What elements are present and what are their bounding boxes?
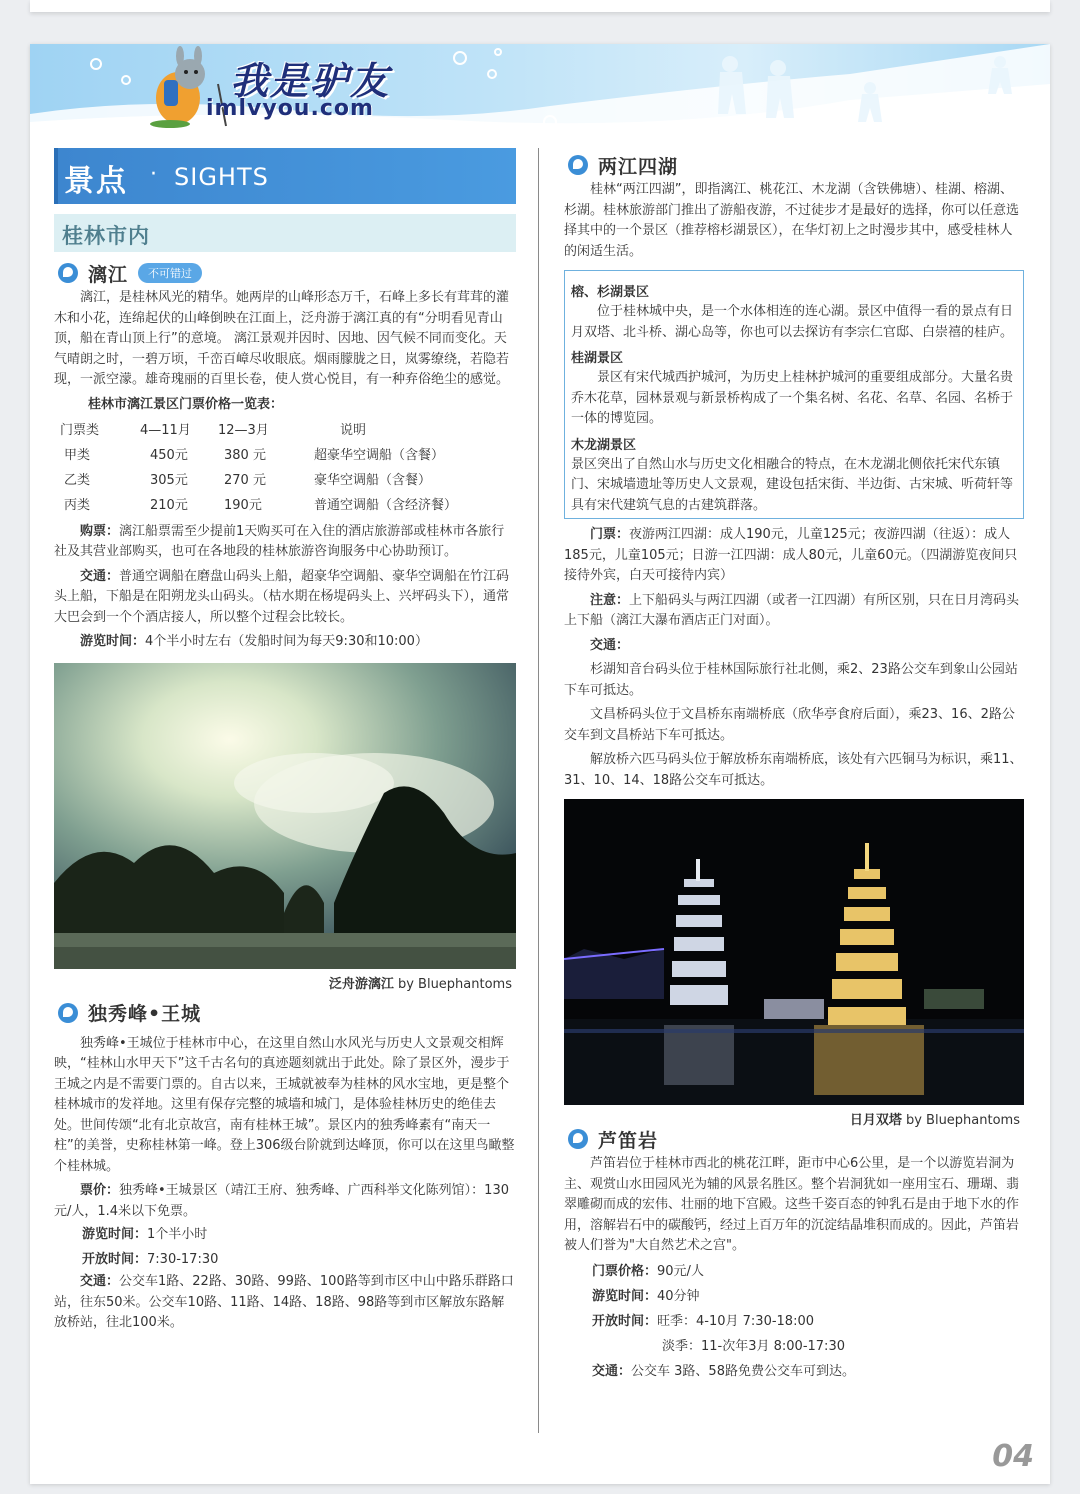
- lianghu-scenic-areas-box: [564, 270, 1024, 519]
- table-cell: 乙类: [64, 472, 91, 488]
- lianghu-traffic-2: 文昌桥码头位于文昌桥东南端桥底（欣华亭食府后面），乘23、16、2路公交车到文昌桥站下车可抵达。: [564, 707, 1015, 743]
- lianghu-traffic-3: 解放桥六匹马码头位于解放桥东南端桥底，该处有六匹铜马为标识，乘11、31、10、14、18路公交车可抵达。: [564, 752, 1023, 788]
- location-pin-icon: [58, 263, 78, 283]
- label: 票价：: [80, 1183, 120, 1198]
- must-see-badge: 不可错过: [138, 263, 202, 283]
- table-cell: 305元: [150, 472, 188, 488]
- area-title: 木龙湖景区: [571, 437, 637, 453]
- table-header-row: [60, 416, 457, 441]
- banner-decoration: [30, 44, 1050, 132]
- label: 游览时间：: [82, 1227, 148, 1242]
- label: 交通：: [590, 637, 630, 653]
- sights-header: [54, 148, 516, 204]
- ticket-price-table: [60, 416, 457, 516]
- sights-title-zh: 景点: [64, 164, 128, 199]
- caption-title: 泛舟游漓江: [328, 976, 394, 992]
- value: 漓江船票需至少提前1天购买可在入住的酒店旅游部或桂林市各旅行社及其营业部购买，也可在各地段的桂林旅游咨询服务中心协助预订。: [54, 523, 505, 559]
- label: 交通：: [592, 1363, 632, 1379]
- section-title: 两江四湖: [598, 155, 679, 178]
- previous-page-edge: [30, 0, 1050, 12]
- duxiu-open-time: [54, 1247, 516, 1272]
- right-column: [564, 148, 1024, 1384]
- table-cell: 190元: [224, 497, 262, 513]
- value: 4个半小时左右（发船时间为每天9:30和10:00）: [145, 634, 428, 649]
- area-text: 景区有宋代城西护城河，为历史上桂林护城河的重要组成部分。大量名贵乔木花草，园林景观与新景桥构成了一个集名树、名花、名草、名园、名桥于一体的博览园。: [571, 370, 1014, 426]
- table-cell: 豪华空调船（含餐）: [314, 472, 432, 488]
- area-title: 桂湖景区: [571, 351, 624, 366]
- logo-title: 我是驴友: [230, 58, 391, 103]
- lianghu-ticket: [564, 525, 1024, 587]
- duxiu-heading: [54, 998, 516, 1028]
- ludi-open-off: 淡季：11-次年3月 8:00-17:30: [662, 1338, 845, 1354]
- ludi-intro: 芦笛岩位于桂林市西北的桃花江畔，距市中心6公里，是一个以游览岩洞为主、观赏山水田园风光为辅的风景名胜区。整个岩洞犹如一座用宝石、珊瑚、翡翠雕砌而成的宏伟、壮丽的地下宫殿。这些千姿百态的钟乳石是由于地下水的作用，溶解岩石中的碳酸钙，经过上百万年的沉淀结晶堆积而成的。因此，芦笛岩被人们誉为"大自然艺术之宫"。: [564, 1156, 1020, 1253]
- caption-credit: by Bluephantoms: [393, 976, 512, 992]
- area-text: 景区突出了自然山水与历史文化相融合的特点，在木龙湖北侧依托宋代东镇门、宋城墙遗址等历史人文景观，建设包括宋街、半边街、古宋城、听荷轩等具有宋代建筑气息的古建筑群落。: [571, 456, 1014, 513]
- value: 1个半小时: [147, 1227, 208, 1242]
- duxiu-price: [54, 1181, 516, 1222]
- value: 公交车1路、22路、30路、99路、100路等到市区中山中路乐群路口站，往东50米。公交车10路、11路、14路、18路、98路等到市区解放东路解放桥站，往北100米。: [54, 1274, 514, 1330]
- location-pin-icon: [58, 1003, 78, 1023]
- ludi-visit-time: [564, 1284, 1024, 1309]
- value: 上下船码头与两江四湖（或者一江四湖）有所区别，只在日月湾码头上下船（漓江大瀑布酒店正门对面）。: [564, 592, 1020, 628]
- area-text: 位于桂林城中央，是一个水体相连的连心湖。景区中值得一看的景点有日月双塔、北斗桥、湖心岛等，你也可以去探访有李宗仁官邸、白崇禧的桂庐。: [571, 304, 1014, 340]
- lijiang-photo: [54, 663, 516, 969]
- lijiang-heading: [54, 258, 516, 288]
- label: 门票价格：: [592, 1263, 658, 1279]
- label: 开放时间：: [82, 1252, 148, 1267]
- label: 门票：: [590, 527, 630, 542]
- lianghu-traffic-1: 杉湖知音台码头位于桂林国际旅行社北侧，乘2、23路公交车到象山公园站下车可抵达。: [564, 662, 1018, 698]
- value: 90元/人: [657, 1263, 704, 1279]
- duxiu-visit-time: [54, 1222, 516, 1247]
- table-cell: 超豪华空调船（含餐）: [314, 447, 445, 463]
- ludi-price: [564, 1259, 1024, 1284]
- label: 注意：: [590, 592, 630, 608]
- logo-url: imlvyou.com: [206, 96, 374, 121]
- value: 夜游两江四湖：成人190元，儿童125元；夜游四湖（往返）：成人185元，儿童105元；日游一江四湖：成人80元，儿童60元。（四湖游览夜间只接待外宾，白天可接待内宾）: [564, 527, 1018, 583]
- duxiu-intro: 独秀峰•王城位于桂林市中心，在这里自然山水风光与历史人文景观交相辉映，“桂林山水甲天下”这千古名句的真迹题刻就出于此处。除了景区外，漫步于王城之内是不需要门票的。自古以来，王城就被奉为桂林的风水宝地，更是整个桂林城市的发祥地。这里有保存完整的城墙和城门，是体验桂林历史的绝佳去处。世间传颂“北有北京故宫，南有桂林王城”。景区内的独秀峰素有“南天一柱”的美誉，史称桂林第一峰。登上306级台阶就到达峰顶，你可以在这里鸟瞰整个桂林城。: [54, 1035, 515, 1174]
- lijiang-traffic-info: [54, 567, 516, 629]
- label: 开放时间：: [592, 1313, 658, 1329]
- label: 游览时间：: [592, 1288, 658, 1304]
- label: 购票：: [80, 523, 120, 539]
- area-title: 榕、杉湖景区: [571, 285, 650, 300]
- caption-title: 日月双塔: [849, 1113, 902, 1128]
- table-cell: 12—3月: [218, 422, 269, 438]
- value: 7:30-17:30: [147, 1252, 219, 1267]
- table-cell: 380 元: [224, 447, 266, 463]
- lijiang-photo-caption: [54, 973, 516, 992]
- ludi-traffic: [564, 1359, 1024, 1384]
- lianghu-note: [564, 591, 1024, 632]
- lianghu-heading: [564, 150, 1024, 180]
- column-divider: [538, 148, 539, 1433]
- lijiang-landscape-image: [54, 663, 516, 969]
- table-cell: 4—11月: [140, 422, 191, 438]
- table-cell: 450元: [150, 447, 188, 463]
- lianghu-traffic-label: [564, 636, 1024, 657]
- sights-title-en: SIGHTS: [174, 163, 269, 191]
- sights-separator: ·: [150, 162, 157, 187]
- value: 公交车 3路、58路免费公交车可到达。: [631, 1363, 855, 1379]
- label: 交通：: [80, 568, 120, 584]
- label: 交通：: [80, 1274, 120, 1289]
- lijiang-buy-info: [54, 522, 516, 563]
- table-cell: 甲类: [64, 447, 91, 463]
- value: 独秀峰•王城景区（靖江王府、独秀峰、广西科举文化陈列馆）：130元/人，1.4米以下免票。: [54, 1183, 509, 1219]
- section-title: 漓江: [88, 263, 129, 286]
- value: 40分钟: [657, 1288, 700, 1304]
- table-row: [60, 491, 457, 516]
- table-row: [60, 441, 457, 466]
- caption-credit: by Bluephantoms: [901, 1113, 1020, 1128]
- table-cell: 说明: [340, 422, 367, 438]
- lijiang-intro: 漓江，是桂林风光的精华。她两岸的山峰形态万千，石峰上多长有茸茸的灌木和小花，连绵起伏的山峰倒映在江面上，泛舟游于漓江真的有“分明看见青山顶，船在青山顶上行”的意境。 漓江景观并因时、因地、因气候不同而变化。天气晴朗之时，一碧万顷，千峦百嶂尽收眼底。烟雨朦胧之日，岚雾缭绕，若隐若现，一派空濛。雄奇瑰丽的百里长卷，使人赏心悦目，有一种弃俗绝尘的感觉。: [54, 290, 510, 387]
- location-pin-icon: [568, 155, 588, 175]
- ludi-open-peak: [564, 1309, 1024, 1334]
- table-cell: 210元: [150, 497, 188, 513]
- value: 普通空调船在磨盘山码头上船，超豪华空调船、豪华空调船在竹江码头上船，下船是在阳朔龙头山码头。（枯水期在杨堤码头上、兴坪码头下），通常大巴会到一个个酒店接人，所以整个过程会比较长。: [54, 568, 510, 625]
- magazine-page: [30, 44, 1050, 1484]
- lianghu-intro: 桂林“两江四湖”，即指漓江、桃花江、木龙湖（含铁佛塘）、桂湖、榕湖、杉湖。桂林旅游部门推出了游船夜游，不过徒步才是最好的选择，你可以任意选择其中的一个景区（推荐榕杉湖景区），在华灯初上之时漫步其中，感受桂林人的闲适生活。: [564, 182, 1020, 259]
- left-column: [54, 148, 516, 1334]
- label: 游览时间：: [80, 634, 146, 649]
- table-cell: 270 元: [224, 472, 266, 488]
- subsection-title: 桂林市内: [54, 214, 516, 252]
- duxiu-traffic: [54, 1272, 516, 1334]
- table-cell: 门票类: [60, 422, 100, 438]
- ticket-table-title: 桂林市漓江景区门票价格一览表：: [88, 396, 284, 412]
- section-title: 芦笛岩: [598, 1129, 659, 1152]
- table-cell: 丙类: [64, 497, 91, 513]
- ludi-heading: [564, 1124, 1024, 1154]
- twin-pagodas-night-image: [564, 799, 1024, 1105]
- lijiang-time-info: [54, 632, 516, 653]
- section-title: 独秀峰•王城: [88, 1003, 202, 1025]
- table-cell: 普通空调船（含经济餐）: [314, 497, 458, 513]
- table-row: [60, 466, 457, 491]
- header-banner: [30, 44, 1050, 132]
- value: 旺季：4-10月 7:30-18:00: [657, 1313, 814, 1329]
- twin-pagodas-photo: [564, 799, 1024, 1105]
- location-pin-icon: [568, 1129, 588, 1149]
- page-number: 04: [992, 1439, 1034, 1474]
